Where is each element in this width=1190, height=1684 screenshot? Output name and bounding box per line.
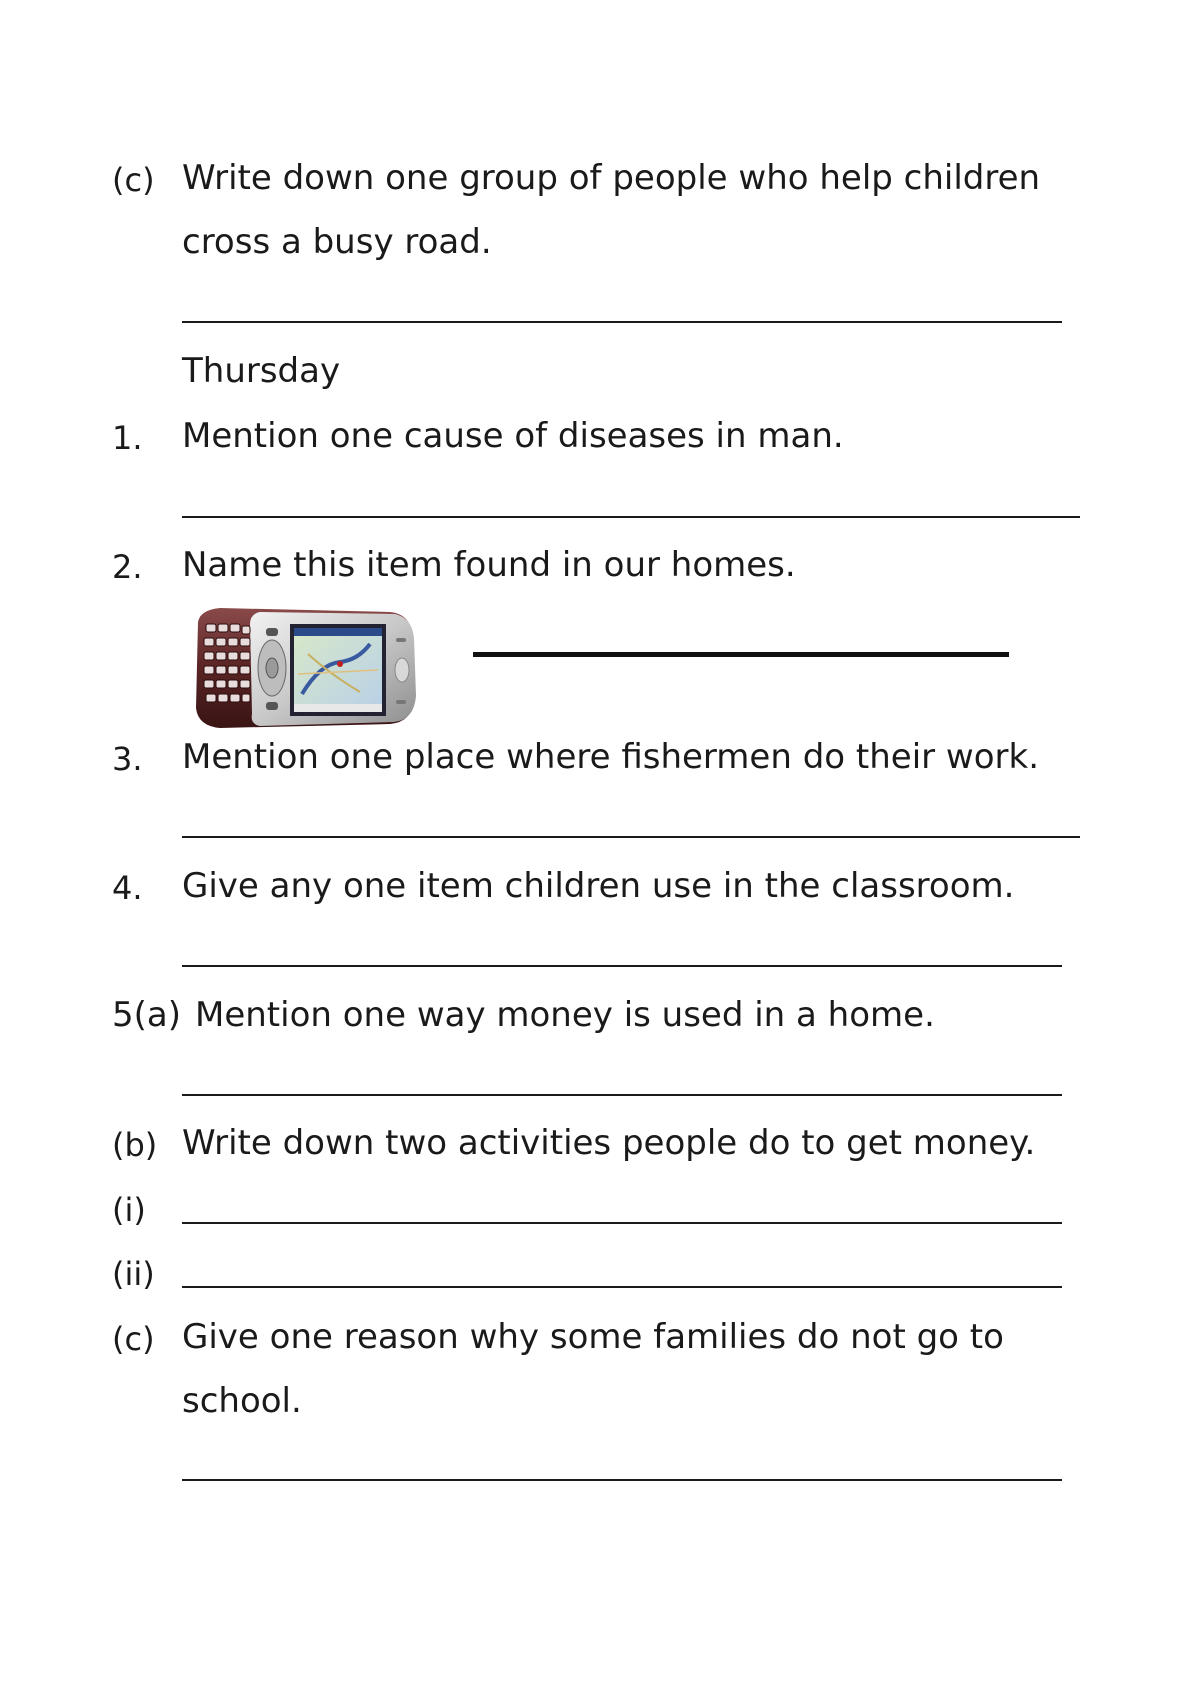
answer-line-5b-ii[interactable] (182, 1286, 1062, 1288)
question-5c-text-line1: Give one reason why some families do not go to (182, 1317, 1004, 1357)
question-2-label: 2. (112, 548, 143, 586)
question-c-text-line1: Write down one group of people who help children (182, 158, 1041, 198)
question-5a-label: 5(a) (112, 995, 181, 1035)
question-5b-text: Write down two activities people do to get money. (182, 1123, 1036, 1163)
question-5b-label: (b) (112, 1126, 158, 1164)
question-1-text: Mention one cause of diseases in man. (182, 416, 844, 456)
question-c-label: (c) (112, 161, 155, 199)
question-5c-label: (c) (112, 1320, 155, 1358)
question-3-label: 3. (112, 740, 143, 778)
day-heading: Thursday (182, 351, 341, 391)
question-2-text: Name this item found in our homes. (182, 545, 796, 585)
question-4-text: Give any one item children use in the classroom. (182, 866, 1015, 906)
answer-line-5b-i[interactable] (182, 1222, 1062, 1224)
answer-line-3[interactable] (182, 836, 1080, 838)
mobile-phone-icon (190, 604, 422, 732)
question-3-text: Mention one place where fishermen do their work. (182, 737, 1040, 777)
question-1-label: 1. (112, 419, 143, 457)
question-5b-sub-i-label: (i) (112, 1191, 146, 1229)
answer-line-c[interactable] (182, 321, 1062, 323)
question-5c-text-line2: school. (182, 1381, 302, 1421)
answer-line-5c[interactable] (182, 1479, 1062, 1481)
answer-line-1[interactable] (182, 516, 1080, 518)
question-5a-text: Mention one way money is used in a home. (195, 995, 935, 1035)
answer-line-4[interactable] (182, 965, 1062, 967)
answer-line-5a[interactable] (182, 1094, 1062, 1096)
question-5b-sub-ii-label: (ii) (112, 1255, 155, 1293)
question-4-label: 4. (112, 869, 143, 907)
question-c-text-line2: cross a busy road. (182, 222, 492, 262)
answer-line-2[interactable] (473, 652, 1009, 657)
